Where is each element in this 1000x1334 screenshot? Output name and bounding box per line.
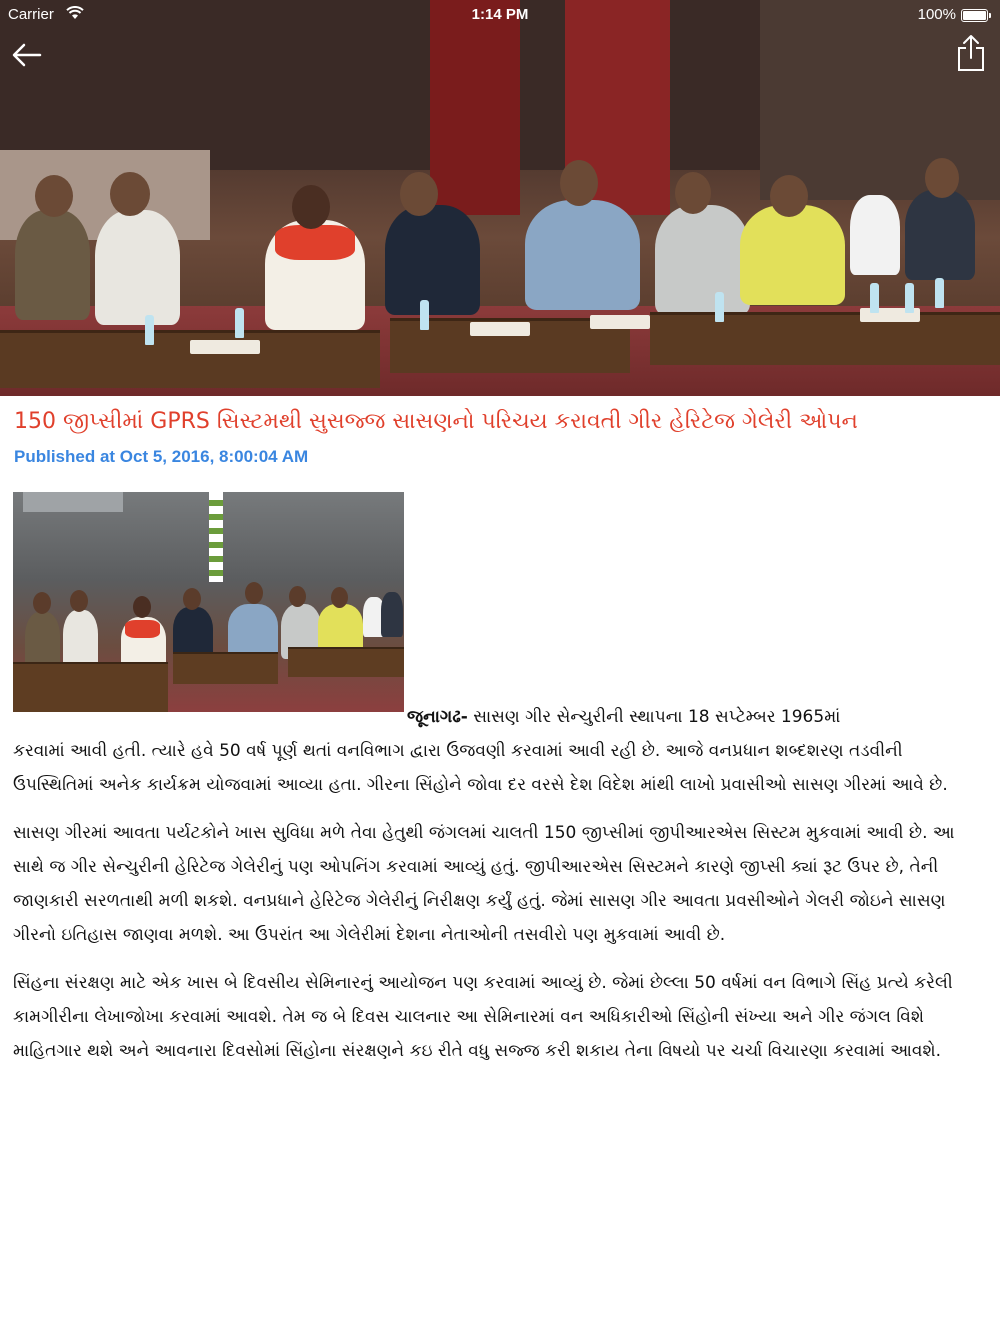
article-body (13, 700, 988, 1068)
lead-first-line: સાસણ ગીર સેન્ચુરીની સ્થાપના 18 સપ્ટેમ્બર 1965માં (467, 707, 841, 727)
dateline-place: જૂનાગઢ- (407, 707, 468, 727)
back-button[interactable] (10, 40, 44, 70)
battery-icon (961, 9, 988, 22)
share-button[interactable] (956, 34, 986, 72)
article-image (13, 492, 404, 712)
arrow-left-icon (10, 40, 44, 70)
share-icon (956, 34, 986, 72)
battery-percentage: 100% (917, 6, 956, 23)
carrier-label: Carrier (8, 6, 54, 23)
clock: 1:14 PM (471, 6, 529, 23)
status-bar (0, 0, 1000, 30)
paragraph-3: સિંહના સંરક્ષણ માટે એક ખાસ બે દિવસીય સેમિનારનું આયોજન પણ કરવામાં આવ્યું છે. જેમાં છેલ્લા 50 વર્ષમાં વન વિભાગે સિંહ પ્રત્યે કરેલી કામગીરીના લેખાજોખા કરવામાં આવશે. તેમ જ બે દિવસ ચાલનાર આ સેમિનારમાં વન અધિકારીઓ સિંહોની સંખ્યા અને ગીર જંગલ વિશે માહિતગાર થશે અને આવનારા દિવસોમાં સિંહોના સંરક્ષણને કઇ રીતે વધુ સજ્જ કરી શકાય તેના વિષયો પર ચર્ચા વિચારણા કરવામાં આવશે. (13, 973, 953, 1061)
hero-image (0, 0, 1000, 396)
lead-line (13, 700, 988, 734)
paragraph-2: સાસણ ગીરમાં આવતા પર્યટકોને ખાસ સુવિધા મળે તેવા હેતુથી જંગલમાં ચાલતી 150 જીપ્સીમાં જીપીઆરએસ સિસ્ટમ મુકવામાં આવી છે. આ સાથે જ ગીર સેન્ચુરીની હેરિટેજ ગેલેરીનું પણ ઓપનિંગ કરવામાં આવ્યું હતું. જીપીઆરએસ સિસ્ટમને કારણે જીપ્સી ક્યાં રૂટ ઉપર છે, તેની જાણકારી સરળતાથી મળી શકશે. વનપ્રધાને હેરિટેજ ગેલેરીનું નિરીક્ષણ કર્યું હતું. જેમાં સાસણ ગીર આવતા પ્રવસીઓને ગેલરી જોઇને સાસણ ગીરનો ઇતિહાસ જાણવા મળશે. આ ઉપરાંત આ ગેલેરીમાં દેશના નેતાઓની તસવીરો પણ મુકવામાં આવી છે. (13, 823, 955, 945)
paragraph-1: કરવામાં આવી હતી. ત્યારે હવે 50 વર્ષ પૂર્ણ થતાં વનવિભાગ દ્વારા ઉજવણી કરવામાં આવી રહી છે. આજે વનપ્રધાન શબ્દશરણ તડવીની ઉપસ્થિતિમાં અનેક કાર્યક્રમ યોજવામાં આવ્યા હતા. ગીરના સિંહોને જોવા દર વરસે દેશ વિદેશ માંથી લાખો પ્રવાસીઓ સાસણ ગીરમાં આવે છે. (13, 741, 948, 795)
published-date: Published at Oct 5, 2016, 8:00:04 AM (14, 447, 309, 466)
article-title: 150 જીપ્સીમાં GPRS સિસ્ટમથી સુસજ્જ સાસણનો પરિચય કરાવતી ગીર હેરિટેજ ગેલેરી ઓપન (14, 409, 858, 434)
